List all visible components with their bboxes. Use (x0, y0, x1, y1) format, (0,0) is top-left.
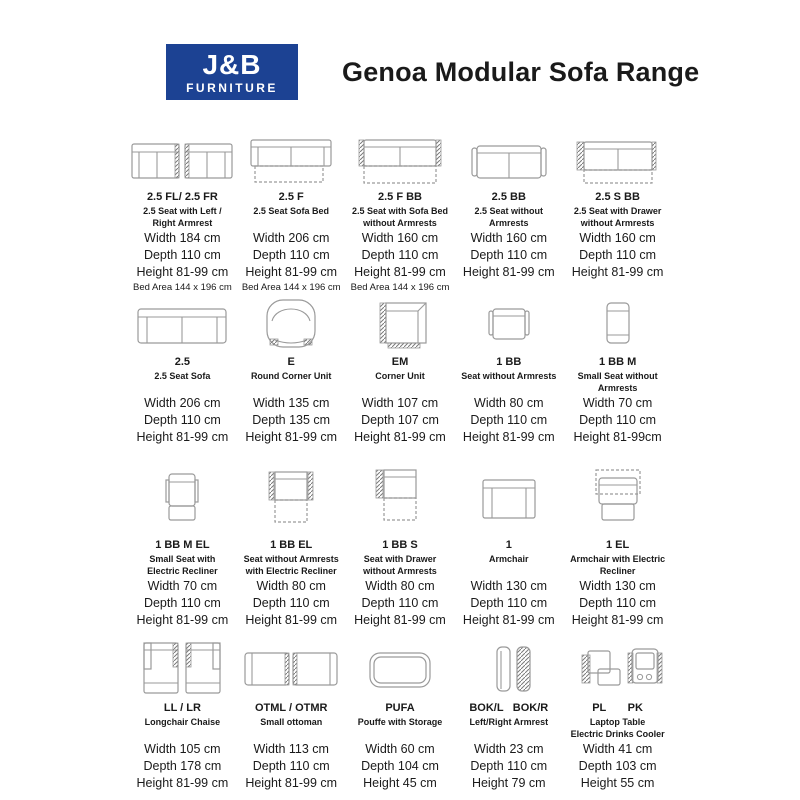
product-code: 2.5 BB (491, 191, 526, 203)
product-description-line: Left/Right Armrest (469, 717, 549, 727)
brand-logo-subtext: FURNITURE (186, 80, 278, 95)
product-dimension-line: Width 70 cm (582, 396, 653, 410)
product-cell (239, 464, 344, 629)
product-code: 2.5 F (278, 191, 304, 203)
product-description-line: 2.5 Seat Sofa (154, 371, 211, 381)
product-dimension-line: Width 23 cm (474, 742, 544, 756)
product-description-line: 2.5 Seat with Sofa Bed (351, 206, 448, 216)
product-dimension-line: Width 107 cm (361, 396, 439, 410)
product-description (244, 553, 339, 577)
product-bed-area: Bed Area 144 x 196 cm (241, 282, 341, 293)
product-diagram (239, 641, 343, 697)
product-dimension-line: Depth 110 cm (252, 759, 330, 773)
sofa-pair-armrest-icon (130, 136, 234, 186)
small-seat-icon (566, 295, 670, 351)
product-dimension-line: Height 81-99 cm (354, 265, 446, 279)
product-dimension-line: Depth 103 cm (578, 759, 657, 773)
brand-logo-text: J&B (202, 48, 262, 80)
sofa-bed-icon (239, 136, 343, 186)
product-dimensions (573, 395, 661, 446)
product-cell (130, 136, 235, 293)
product-cell (239, 295, 344, 446)
product-dimensions (354, 230, 446, 281)
product-dimensions (463, 578, 555, 629)
product-dimension-line: Width 41 cm (582, 742, 653, 756)
sofa-drawer-armless-icon (566, 136, 670, 186)
product-diagram (566, 136, 670, 186)
product-bed-area: Bed Area 144 x 196 cm (350, 282, 450, 293)
product-description-line: 2.5 Seat Sofa Bed (253, 206, 329, 216)
product-cell (565, 464, 670, 629)
sofa-icon (130, 295, 234, 351)
product-dimension-line: Height 81-99 cm (245, 430, 338, 444)
product-dimension-line: Width 135 cm (252, 396, 330, 410)
product-code: 1 BB M EL (155, 539, 210, 551)
product-dimensions (245, 395, 337, 446)
product-code: E (287, 356, 295, 368)
product-dimension-line: Height 81-99 cm (245, 613, 338, 627)
product-description-line: Seat with Drawer (363, 554, 437, 564)
product-code: 2.5 F BB (377, 191, 422, 203)
product-dimension-line: Depth 110 cm (470, 248, 548, 262)
product-dimension-line: Depth 110 cm (470, 413, 548, 427)
product-dimension-line: Width 206 cm (252, 231, 330, 245)
product-dimension-line: Depth 110 cm (470, 759, 548, 773)
product-description-line: 2.5 Seat without (474, 206, 544, 216)
product-code: 1 BB (496, 356, 522, 368)
product-code: OTML / OTMR (254, 702, 328, 714)
product-dimension-line: Width 206 cm (144, 396, 221, 410)
product-cell (348, 464, 453, 629)
product-bed-area: Bed Area 144 x 196 cm (133, 282, 232, 293)
product-dimension-line: Height 81-99 cm (354, 613, 446, 627)
product-description-line: Armrests (489, 218, 529, 228)
product-diagram (566, 295, 670, 351)
product-dimension-line: Width 80 cm (256, 579, 326, 593)
product-description-line: Laptop Table (589, 717, 646, 727)
product-dimension-line: Height 81-99 cm (136, 776, 229, 790)
product-cell (565, 136, 670, 293)
laptop-table-cooler-icon (566, 641, 670, 697)
corner-unit-icon (348, 295, 452, 351)
product-cell (456, 295, 561, 446)
product-diagram (239, 295, 343, 351)
sofa-armless-icon (457, 136, 561, 186)
product-cell (565, 295, 670, 446)
product-dimensions (354, 395, 446, 446)
product-cell (239, 641, 344, 792)
product-dimension-line: Depth 135 cm (252, 413, 331, 427)
product-dimensions (245, 578, 337, 629)
product-dimension-line: Width 160 cm (579, 231, 656, 245)
product-dimension-line: Depth 110 cm (252, 248, 330, 262)
header (0, 0, 800, 100)
product-dimension-line: Width 130 cm (470, 579, 547, 593)
product-dimensions (245, 741, 337, 792)
product-diagram (348, 295, 452, 351)
product-dimension-line: Height 81-99 cm (136, 265, 229, 279)
product-dimension-line: Depth 110 cm (470, 596, 548, 610)
product-dimension-line: Height 81-99 cm (462, 613, 555, 627)
product-description-line: Electric Recliner (147, 566, 218, 576)
product-dimension-line: Depth 178 cm (143, 759, 222, 773)
product-dimension-line: Depth 110 cm (361, 596, 439, 610)
product-code: 2.5 FL/ 2.5 FR (146, 191, 218, 203)
product-description-line: Armchair with Electric (570, 554, 666, 564)
product-dimension-line: Height 81-99 cm (245, 776, 338, 790)
product-dimension-line: Width 130 cm (579, 579, 656, 593)
product-cell (239, 136, 344, 293)
product-code: 2.5 (174, 356, 191, 368)
product-description-line: Longchair Chaise (144, 717, 221, 727)
product-dimension-line: Width 80 cm (474, 396, 544, 410)
product-dimension-line: Depth 110 cm (143, 248, 221, 262)
product-dimension-line: Height 79 cm (471, 776, 546, 790)
product-dimensions (572, 578, 664, 629)
product-description (461, 370, 556, 394)
product-diagram (348, 136, 452, 186)
product-diagram (130, 136, 234, 186)
product-diagram (566, 641, 670, 697)
product-description-line: Small Seat without (577, 371, 658, 381)
product-dimensions (354, 578, 446, 629)
product-description-line: Seat without Armrests (461, 371, 557, 381)
product-description (251, 370, 332, 394)
product-description-line: Armrests (597, 383, 638, 393)
product-dimensions (470, 741, 547, 792)
product-description-line: 2.5 Seat with Drawer (573, 206, 662, 216)
product-description-line: Armchair (489, 554, 529, 564)
product-dimension-line: Depth 110 cm (143, 596, 221, 610)
product-dimension-line: Height 81-99 cm (136, 430, 229, 444)
product-cell (565, 641, 670, 792)
product-dimension-line: Width 160 cm (470, 231, 547, 245)
product-diagram (239, 136, 343, 186)
product-dimension-line: Width 113 cm (253, 742, 329, 756)
product-dimensions (572, 230, 664, 281)
product-dimension-line: Height 81-99 cm (245, 265, 338, 279)
product-dimensions (137, 741, 229, 792)
product-dimension-line: Width 105 cm (144, 742, 221, 756)
armchair-icon (457, 464, 561, 534)
product-dimension-line: Depth 110 cm (143, 413, 221, 427)
sofa-bed-armless-icon (348, 136, 452, 186)
round-corner-unit-icon (239, 295, 343, 351)
product-dimension-line: Width 70 cm (147, 579, 218, 593)
product-cell (456, 641, 561, 792)
product-dimensions (579, 741, 657, 792)
product-description (363, 553, 437, 577)
product-description (147, 553, 218, 577)
product-cell (348, 295, 453, 446)
product-diagram (457, 136, 561, 186)
product-description (352, 205, 448, 229)
product-diagram (130, 641, 234, 697)
product-code: EM (391, 356, 409, 368)
product-code: 1 (505, 539, 512, 551)
product-dimension-line: Height 81-99 cm (354, 430, 446, 444)
product-diagram (457, 641, 561, 697)
product-dimension-line: Height 81-99 cm (571, 265, 664, 279)
product-description (253, 205, 329, 229)
product-description-line: without Armrests (363, 566, 437, 576)
product-description-line: 2.5 Seat with Left / (143, 206, 222, 216)
product-description (154, 370, 210, 394)
product-dimension-line: Height 81-99 cm (571, 613, 664, 627)
product-description-line: with Electric Recliner (245, 566, 337, 576)
product-dimensions (137, 395, 229, 446)
seat-drawer-icon (348, 464, 452, 534)
product-dimensions (137, 230, 229, 281)
product-description-line: Pouffe with Storage (357, 717, 443, 727)
product-dimension-line: Depth 110 cm (579, 596, 657, 610)
product-description (578, 370, 658, 394)
product-description (358, 716, 443, 740)
product-dimension-line: Width 184 cm (144, 231, 221, 245)
product-description-line: Small ottoman (260, 717, 323, 727)
product-description-line: Corner Unit (375, 371, 425, 381)
product-code: BOK/L BOK/R (469, 702, 549, 714)
product-description (375, 370, 425, 394)
product-diagram (348, 641, 452, 697)
product-description-line: Round Corner Unit (250, 371, 332, 381)
product-dimension-line: Depth 107 cm (361, 413, 439, 427)
product-dimension-line: Height 55 cm (580, 776, 655, 790)
product-diagram (130, 464, 234, 534)
product-description (469, 716, 548, 740)
longchair-pair-icon (130, 641, 234, 697)
product-code: 1 BB S (382, 539, 418, 551)
product-dimension-line: Height 81-99 cm (462, 430, 555, 444)
product-dimension-line: Depth 104 cm (361, 759, 439, 773)
product-dimension-line: Height 45 cm (363, 776, 437, 790)
product-dimension-line: Width 60 cm (365, 742, 435, 756)
product-diagram (239, 464, 343, 534)
product-description-line: Electric Drinks Cooler (570, 729, 665, 739)
product-dimensions (245, 230, 337, 281)
product-dimensions (463, 395, 555, 446)
product-diagram (457, 464, 561, 534)
product-dimension-line: Height 81-99 cm (462, 265, 555, 279)
product-cell (130, 464, 235, 629)
product-description (475, 205, 544, 229)
product-dimensions (463, 230, 555, 281)
small-seat-recliner-icon (130, 464, 234, 534)
product-diagram (348, 464, 452, 534)
product-code: 1 EL (605, 539, 630, 551)
product-description-line: Right Armrest (152, 218, 213, 228)
product-description (574, 205, 662, 229)
product-dimension-line: Depth 110 cm (361, 248, 439, 262)
product-description-line: without Armrests (580, 218, 655, 228)
product-diagram (457, 295, 561, 351)
product-description-line: Small Seat with (149, 554, 216, 564)
product-cell (130, 295, 235, 446)
product-cell (348, 641, 453, 792)
product-cell (348, 136, 453, 293)
ottoman-pair-icon (239, 641, 343, 697)
product-description-line: Recliner (599, 566, 636, 576)
armrest-pair-icon (457, 641, 561, 697)
product-cell (130, 641, 235, 792)
product-description (571, 716, 665, 740)
product-dimension-line: Height 81-99 cm (136, 613, 229, 627)
product-description-line: without Armrests (363, 218, 437, 228)
pouffe-icon (348, 641, 452, 697)
seat-recliner-icon (239, 464, 343, 534)
product-description-line: Seat without Armrests (243, 554, 339, 564)
product-dimension-line: Depth 110 cm (579, 248, 657, 262)
product-code: 1 BB M (598, 356, 637, 368)
product-cell (456, 464, 561, 629)
product-diagram (566, 464, 670, 534)
product-code: LL / LR (163, 702, 201, 714)
product-description (489, 553, 529, 577)
product-description (570, 553, 665, 577)
product-description (143, 205, 222, 229)
product-dimension-line: Width 160 cm (361, 231, 439, 245)
product-code: PUFA (385, 702, 415, 714)
product-dimension-line: Height 81-99cm (573, 430, 662, 444)
product-cell (456, 136, 561, 293)
product-grid (130, 136, 670, 792)
product-dimensions (361, 741, 439, 792)
product-code: 1 BB EL (270, 539, 313, 551)
product-dimension-line: Width 80 cm (365, 579, 435, 593)
seat-armless-icon (457, 295, 561, 351)
product-code: 2.5 S BB (595, 191, 640, 203)
product-code: PL PK (592, 702, 643, 714)
brand-logo (166, 44, 298, 100)
product-description (260, 716, 322, 740)
product-dimension-line: Depth 110 cm (252, 596, 330, 610)
product-dimension-line: Depth 110 cm (579, 413, 657, 427)
page-title: Genoa Modular Sofa Range (342, 56, 700, 87)
product-description (145, 716, 221, 740)
armchair-recliner-icon (566, 464, 670, 534)
product-dimensions (137, 578, 229, 629)
product-diagram (130, 295, 234, 351)
